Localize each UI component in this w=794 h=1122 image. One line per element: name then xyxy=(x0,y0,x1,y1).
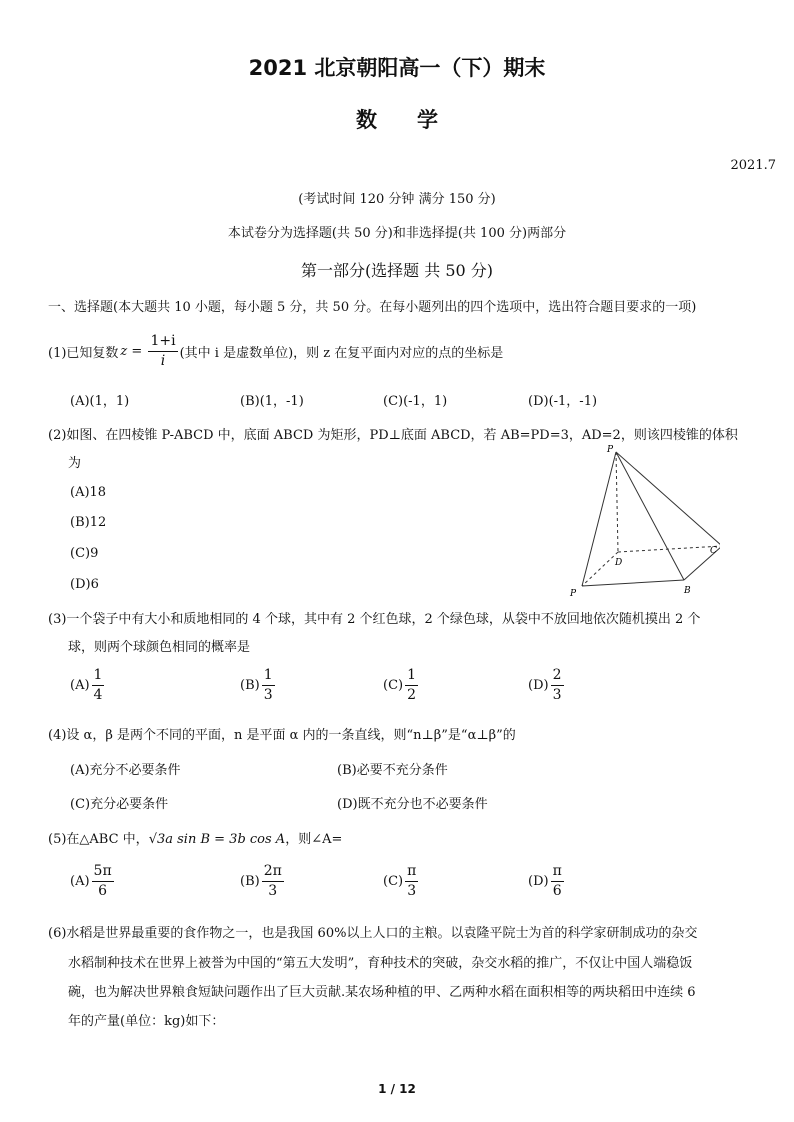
q1-option-a[interactable]: (A)(1，1) xyxy=(70,394,130,409)
q5-a-num: 5π xyxy=(92,864,114,882)
q5-b-label: (B) xyxy=(240,873,260,889)
q3-a-label: (A) xyxy=(70,677,90,693)
question-4-stem: (4)设 α，β 是两个不同的平面，n 是平面 α 内的一条直线，则“n⊥β”是“α⊥β”的 xyxy=(48,728,516,743)
q3-option-d[interactable] xyxy=(528,668,566,702)
q3-option-c[interactable] xyxy=(383,668,420,702)
instructions: 一、选择题(本大题共 10 小题，每小题 5 分，共 50 分。在每小题列出的四个选项中，选出符合题目要求的一项) xyxy=(48,300,697,315)
q1-option-d[interactable]: (D)(-1，-1) xyxy=(528,394,598,409)
q5-a-fraction xyxy=(92,864,114,898)
q3-c-fraction xyxy=(405,668,418,702)
q5-a-den: 6 xyxy=(98,882,108,899)
question-6-line-1: (6)水稻是世界最重要的食作物之一，也是我国 60%以上人口的主粮。以袁隆平院士为首的科学家研制成功的杂交 xyxy=(48,926,698,941)
label-b: B xyxy=(684,586,691,596)
q3-a-num: 1 xyxy=(92,668,105,686)
q5-b-fraction xyxy=(262,864,284,898)
q5-d-den: 6 xyxy=(552,882,562,899)
q5-c-den: 3 xyxy=(407,882,417,899)
question-6-line-3: 碗，也为解决世界粮食短缺问题作出了巨大贡献.某农场种植的甲、乙两种水稻在面积相等的两块稻田中连续 6 xyxy=(68,985,696,1000)
q5-prefix: (5)在△ABC 中， xyxy=(48,832,149,847)
q2-option-d[interactable]: (D)6 xyxy=(70,577,99,592)
label-c: C xyxy=(710,546,717,556)
q5-c-label: (C) xyxy=(383,873,404,889)
q3-b-den: 3 xyxy=(263,686,273,703)
q3-a-fraction xyxy=(92,668,105,702)
q3-d-num: 2 xyxy=(551,668,564,686)
q3-b-num: 1 xyxy=(262,668,275,686)
section-title: 第一部分(选择题 共 50 分) xyxy=(300,261,494,280)
q1-fraction xyxy=(148,334,177,368)
q3-d-fraction xyxy=(551,668,564,702)
q4-option-b[interactable]: (B)必要不充分条件 xyxy=(337,763,448,778)
question-3-line-2: 球，则两个球颜色相同的概率是 xyxy=(68,640,251,655)
q2-option-b[interactable]: (B)12 xyxy=(70,515,107,530)
pyramid-figure xyxy=(560,440,720,600)
q3-c-den: 2 xyxy=(407,686,417,703)
q5-option-c[interactable] xyxy=(383,864,420,898)
q5-option-b[interactable] xyxy=(240,864,286,898)
q5-d-label: (D) xyxy=(528,873,549,889)
question-2-line-2: 为 xyxy=(68,456,82,471)
q3-b-fraction xyxy=(262,668,275,702)
q5-suffix: ，则∠A= xyxy=(285,832,343,847)
q3-option-a[interactable] xyxy=(70,668,106,702)
q5-formula: √3a sin B = 3b cos A xyxy=(148,832,286,847)
q4-option-c[interactable]: (C)充分必要条件 xyxy=(70,797,169,812)
q3-option-b[interactable] xyxy=(240,668,277,702)
question-5-stem xyxy=(48,828,342,847)
q5-b-den: 3 xyxy=(268,882,278,899)
q3-a-den: 4 xyxy=(93,686,103,703)
exam-date: 2021.7 xyxy=(730,158,776,173)
q3-d-den: 3 xyxy=(552,686,562,703)
q4-option-a[interactable]: (A)充分不必要条件 xyxy=(70,763,181,778)
label-p-bottom: P xyxy=(570,589,577,599)
q5-b-num: 2π xyxy=(262,864,284,882)
parts-note: 本试卷分为选择题(共 50 分)和非选择提(共 100 分)两部分 xyxy=(227,226,567,241)
q1-eq: = xyxy=(127,343,147,359)
q5-d-num: π xyxy=(551,864,564,882)
q1-option-c[interactable]: (C)(-1，1) xyxy=(383,394,448,409)
q1-var: z xyxy=(120,343,128,359)
question-6-line-2: 水稻制种技术在世界上被誉为中国的“第五大发明”，育种技术的突破，杂交水稻的推广，不仅让中国人端稳饭 xyxy=(68,956,693,971)
q3-b-label: (B) xyxy=(240,677,260,693)
q1-option-b[interactable]: (B)(1，-1) xyxy=(240,394,304,409)
q1-denominator: i xyxy=(160,352,166,369)
q4-option-d[interactable]: (D)既不充分也不必要条件 xyxy=(337,797,488,812)
time-note: (考试时间 120 分钟 满分 150 分) xyxy=(298,192,496,207)
question-6-line-4: 年的产量(单位：kg)如下： xyxy=(68,1014,225,1029)
q5-c-num: π xyxy=(405,864,418,882)
label-p-top: P xyxy=(607,445,614,455)
subject-title: 数学 xyxy=(356,108,478,132)
q3-c-label: (C) xyxy=(383,677,404,693)
q3-d-label: (D) xyxy=(528,677,549,693)
q5-a-label: (A) xyxy=(70,873,90,889)
question-2-line-1: (2)如图、在四棱锥 P-ABCD 中，底面 ABCD 为矩形，PD⊥底面 ABCD，若 AB=PD=3，AD=2，则该四棱锥的体积 xyxy=(48,428,738,443)
question-3-line-1: (3)一个袋子中有大小和质地相同的 4 个球，其中有 2 个红色球，2 个绿色球，从袋中不放回地依次随机摸出 2 个 xyxy=(48,612,701,627)
q5-c-fraction xyxy=(405,864,418,898)
page-number: 1 / 12 xyxy=(378,1082,416,1096)
q1-prefix: (1)已知复数 xyxy=(48,345,119,361)
q3-c-num: 1 xyxy=(405,668,418,686)
q5-option-d[interactable] xyxy=(528,864,566,898)
q2-option-c[interactable]: (C)9 xyxy=(70,546,99,561)
q5-option-a[interactable] xyxy=(70,864,116,898)
q2-option-a[interactable]: (A)18 xyxy=(70,485,107,500)
question-1-stem xyxy=(48,334,503,368)
q1-suffix: (其中 i 是虚数单位)，则 z 在复平面内对应的点的坐标是 xyxy=(179,345,504,361)
label-d: D xyxy=(615,558,623,568)
exam-title: 2021 北京朝阳高一（下）期末 xyxy=(248,56,546,80)
q5-d-fraction xyxy=(551,864,564,898)
q1-numerator: 1+i xyxy=(148,334,177,352)
